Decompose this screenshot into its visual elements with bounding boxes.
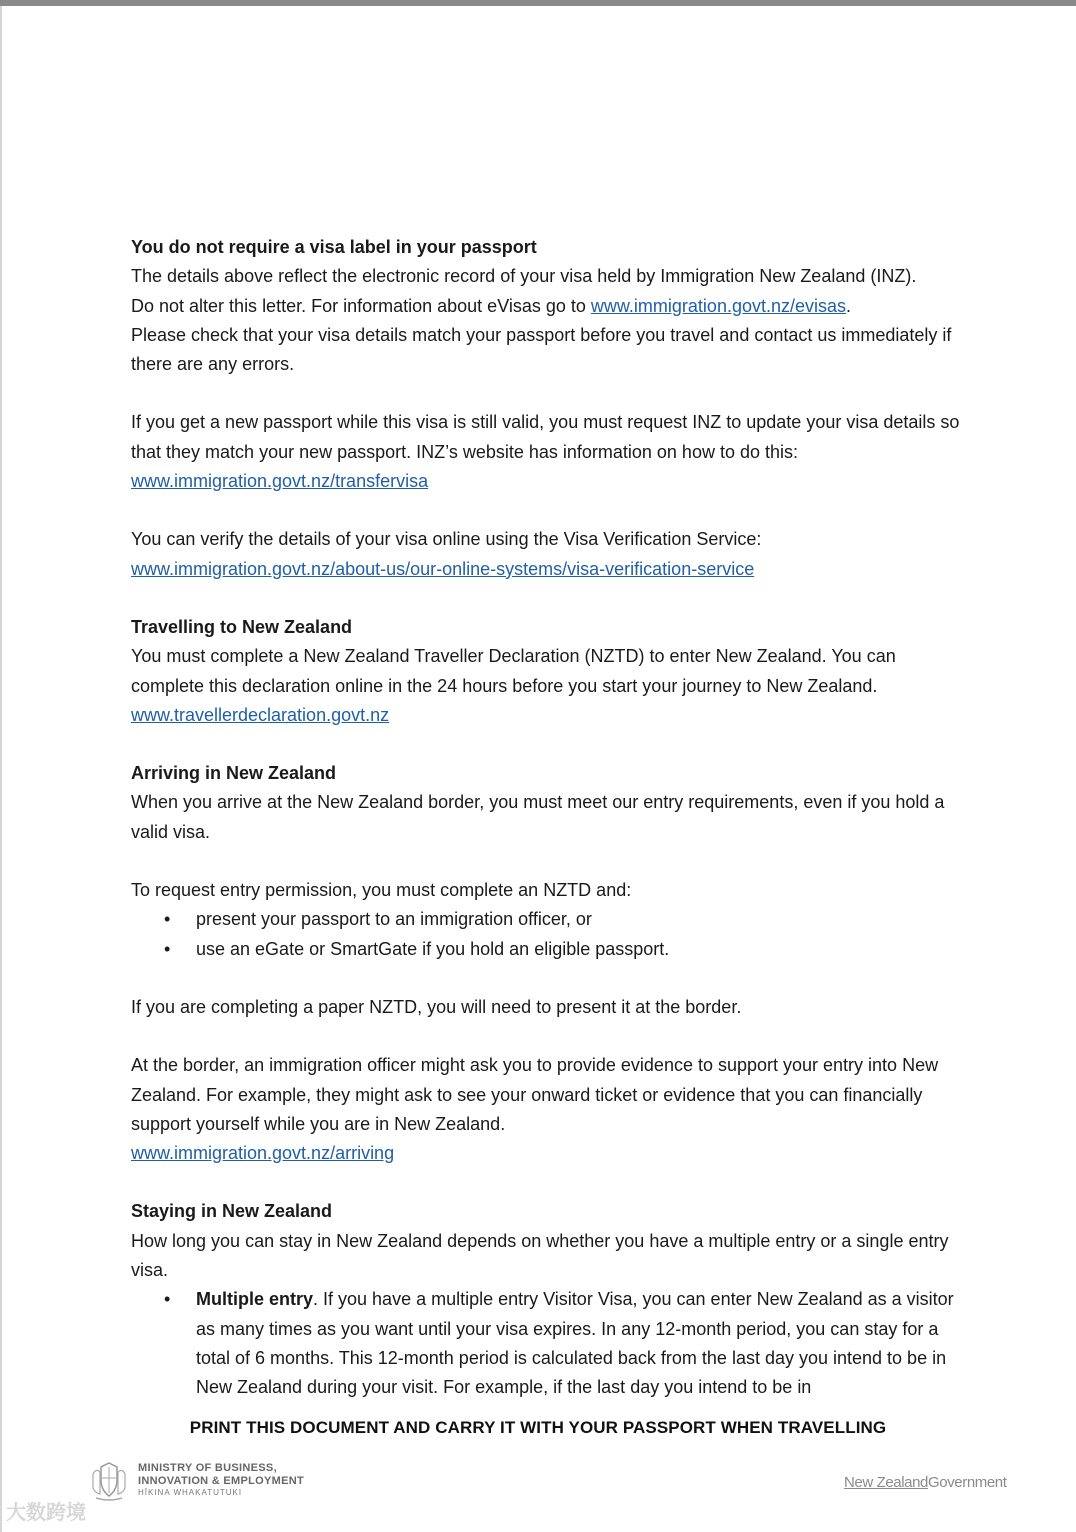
visa-label-line2-suffix: .: [846, 295, 852, 316]
new-passport-section: [131, 408, 961, 496]
travelling-text: You must complete a New Zealand Traveller Declaration (NZTD) to enter New Zealand. You can complete this declaration online in the 24 hours before you start your journey to New Zealand.: [131, 646, 896, 696]
visa-label-line3: Please check that your visa details match your passport before you travel and contact us immediately if there are any errors.: [131, 324, 952, 375]
nzgov-nz: New Zealand: [844, 1474, 928, 1491]
nz-government-logo: [844, 1474, 1007, 1491]
multiple-entry-term: Multiple entry: [196, 1289, 314, 1310]
verify-section: [131, 525, 961, 584]
multiple-entry-text: . If you have a multiple entry Visitor Visa, you can enter New Zealand as a visitor as many times as you want until your visa expires. In any 12-month period, you can stay for a total of 6 months. This 12-month period is calculated back from the last day you intend to be in New Zealand during your visit. For example, if the last day you intend to be in: [196, 1289, 954, 1398]
visa-verification-link[interactable]: www.immigration.govt.nz/about-us/our-online-systems/visa-verification-service: [131, 558, 755, 579]
traveller-declaration-link[interactable]: www.travellerdeclaration.govt.nz: [131, 704, 390, 725]
entry-permission-section: [131, 876, 961, 964]
travelling-section: [131, 613, 961, 730]
visa-label-heading: You do not require a visa label in your passport: [131, 237, 537, 257]
verify-text: You can verify the details of your visa online using the Visa Verification Service:: [131, 529, 762, 550]
page-edge: [0, 6, 2, 1532]
mbie-line2: INNOVATION & EMPLOYMENT: [138, 1474, 304, 1487]
staying-text: How long you can stay in New Zealand depends on whether you have a multiple entry or a single entry visa.: [131, 1230, 949, 1281]
print-notice: PRINT THIS DOCUMENT AND CARRY IT WITH YOUR PASSPORT WHEN TRAVELLING: [189, 1418, 887, 1437]
list-item: [131, 1285, 961, 1402]
document-body: [131, 233, 961, 1432]
paper-nztd-section: [131, 993, 961, 1022]
mbie-wordmark: [138, 1462, 304, 1500]
top-border: [0, 0, 1076, 6]
nz-coat-of-arms-icon: [88, 1460, 130, 1502]
paper-nztd-text: If you are completing a paper NZTD, you will need to present it at the border.: [131, 996, 742, 1017]
entry-permission-list: [131, 905, 961, 964]
travelling-heading: Travelling to New Zealand: [131, 616, 353, 637]
transfervisa-link[interactable]: www.immigration.govt.nz/transfervisa: [131, 471, 429, 492]
mbie-line1: MINISTRY OF BUSINESS,: [138, 1462, 277, 1475]
staying-list: [131, 1285, 961, 1402]
staying-heading: Staying in New Zealand: [131, 1201, 333, 1222]
watermark: 大数跨境: [6, 1502, 86, 1524]
border-evidence-section: [131, 1051, 961, 1168]
border-evidence-text: At the border, an immigration officer might ask you to provide evidence to support your entry into New Zealand. For example, they might ask to see your onward ticket or evidence that you can financially support yourself while you are in New Zealand.: [131, 1055, 939, 1134]
arriving-section: [131, 759, 961, 847]
list-item: • present your passport to an immigration officer, or: [131, 905, 961, 934]
new-passport-text: If you get a new passport while this visa is still valid, you must request INZ to update your visa details so that they match your new passport. INZ’s website has information on how to do this:: [131, 412, 960, 462]
visa-label-line1: The details above reflect the electronic record of your visa held by Immigration New Zealand (INZ).: [131, 266, 917, 287]
staying-section: [131, 1197, 961, 1402]
mbie-logo: [88, 1460, 304, 1502]
arriving-link[interactable]: www.immigration.govt.nz/arriving: [131, 1143, 395, 1164]
mbie-line3: HĪKINA WHAKATUTUKI: [138, 1488, 243, 1498]
list-item: • use an eGate or SmartGate if you hold an eligible passport.: [131, 935, 961, 964]
entry-permission-intro: To request entry permission, you must complete an NZTD and:: [131, 880, 632, 901]
nzgov-gov: Government: [927, 1474, 1007, 1491]
arriving-heading: Arriving in New Zealand: [131, 763, 337, 784]
evisas-link[interactable]: www.immigration.govt.nz/evisas: [590, 295, 847, 316]
visa-label-line2-prefix: Do not alter this letter. For information about eVisas go to: [131, 295, 591, 316]
visa-label-section: [131, 233, 961, 379]
arriving-text: When you arrive at the New Zealand border, you must meet our entry requirements, even if you hold a valid visa.: [131, 792, 945, 842]
visa-label-line2: [131, 292, 961, 321]
